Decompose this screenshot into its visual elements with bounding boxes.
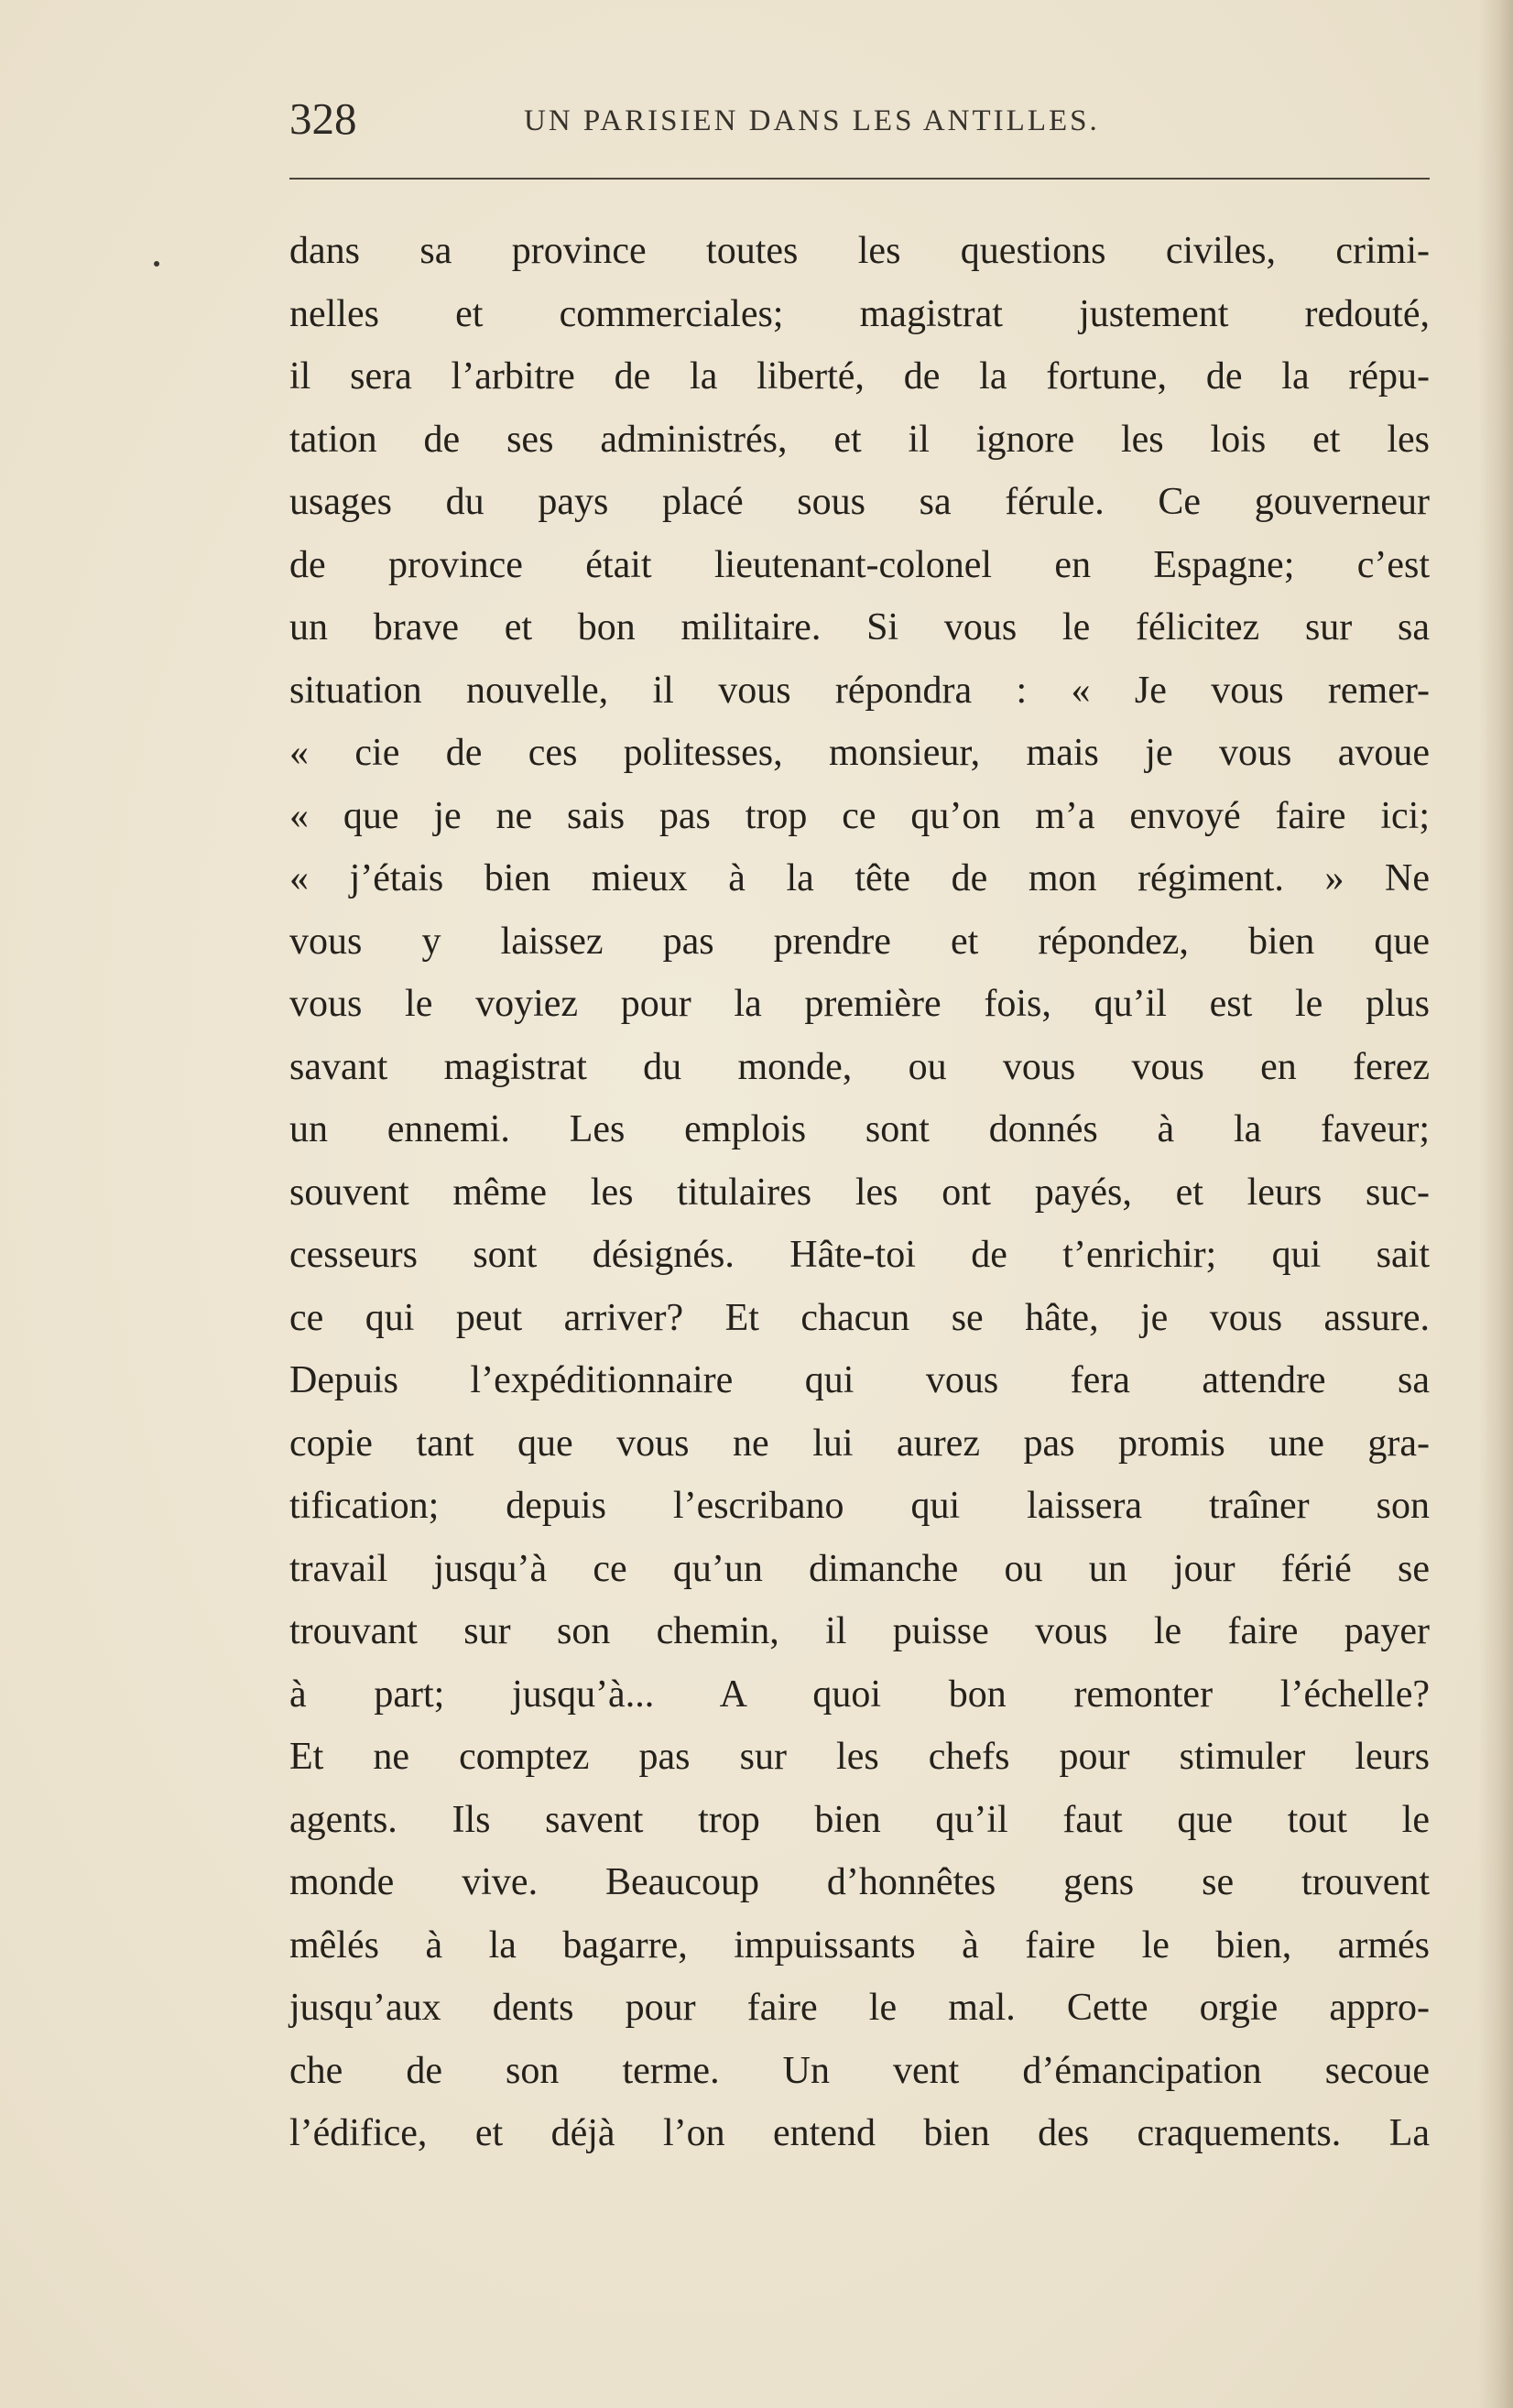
running-head: UN PARISIEN DANS LES ANTILLES. [524,104,1100,137]
text-line: dans sa province toutes les questions civiles, crimi- [289,230,1430,272]
header-rule [289,178,1430,180]
text-line: Et ne comptez pas sur les chefs pour stimuler leurs [289,1736,1430,1778]
page-number: 328 [289,93,357,144]
text-line: l’édifice, et déjà l’on entend bien des craquements. La [289,2112,1430,2154]
text-line: Depuis l’expéditionnaire qui vous fera attendre sa [289,1359,1430,1401]
text-line: trouvant sur son chemin, il puisse vous le faire payer [289,1610,1430,1652]
text-line: vous y laissez pas prendre et répondez, bien que [289,920,1430,963]
text-line: « cie de ces politesses, monsieur, mais je vous avoue [289,732,1430,774]
text-line: un ennemi. Les emplois sont donnés à la faveur; [289,1108,1430,1150]
text-line: travail jusqu’à ce qu’un dimanche ou un jour férié se [289,1547,1430,1590]
text-line: cesseurs sont désignés. Hâte-toi de t’enrichir; qui sait [289,1234,1430,1276]
margin-speck [154,261,159,267]
page-gutter-shadow [1478,0,1513,2408]
text-line: souvent même les titulaires les ont payés, et leurs suc- [289,1171,1430,1214]
text-line: monde vive. Beaucoup d’honnêtes gens se trouvent [289,1861,1430,1903]
text-line: tification; depuis l’escribano qui laissera traîner son [289,1485,1430,1527]
text-line: un brave et bon militaire. Si vous le félicitez sur sa [289,606,1430,648]
text-line: « j’étais bien mieux à la tête de mon régiment. » Ne [289,857,1430,899]
text-line: situation nouvelle, il vous répondra : « Je vous remer- [289,669,1430,712]
text-line: vous le voyiez pour la première fois, qu’il est le plus [289,983,1430,1025]
body-text [289,220,1430,2165]
text-line: agents. Ils savent trop bien qu’il faut que tout le [289,1798,1430,1841]
text-line: jusqu’aux dents pour faire le mal. Cette orgie appro- [289,1987,1430,2029]
page-header [289,90,1430,148]
text-line: « que je ne sais pas trop ce qu’on m’a envoyé faire ici; [289,794,1430,837]
text-line: nelles et commerciales; magistrat justement redouté, [289,292,1430,335]
text-line: tation de ses administrés, et il ignore les lois et les [289,418,1430,461]
text-line: mêlés à la bagarre, impuissants à faire le bien, armés [289,1923,1430,1967]
text-line: che de son terme. Un vent d’émancipation secoue [289,2049,1430,2092]
text-line: usages du pays placé sous sa férule. Ce gouverneur [289,481,1430,523]
text-line: savant magistrat du monde, ou vous vous en ferez [289,1045,1430,1088]
text-line: de province était lieutenant-colonel en Espagne; c’est [289,543,1430,586]
text-line: à part; jusqu’à... A quoi bon remonter l’échelle? [289,1673,1430,1716]
text-line: copie tant que vous ne lui aurez pas promis une gra- [289,1422,1430,1465]
text-line: ce qui peut arriver? Et chacun se hâte, je vous assure. [289,1296,1430,1339]
text-line: il sera l’arbitre de la liberté, de la fortune, de la répu- [289,355,1430,398]
